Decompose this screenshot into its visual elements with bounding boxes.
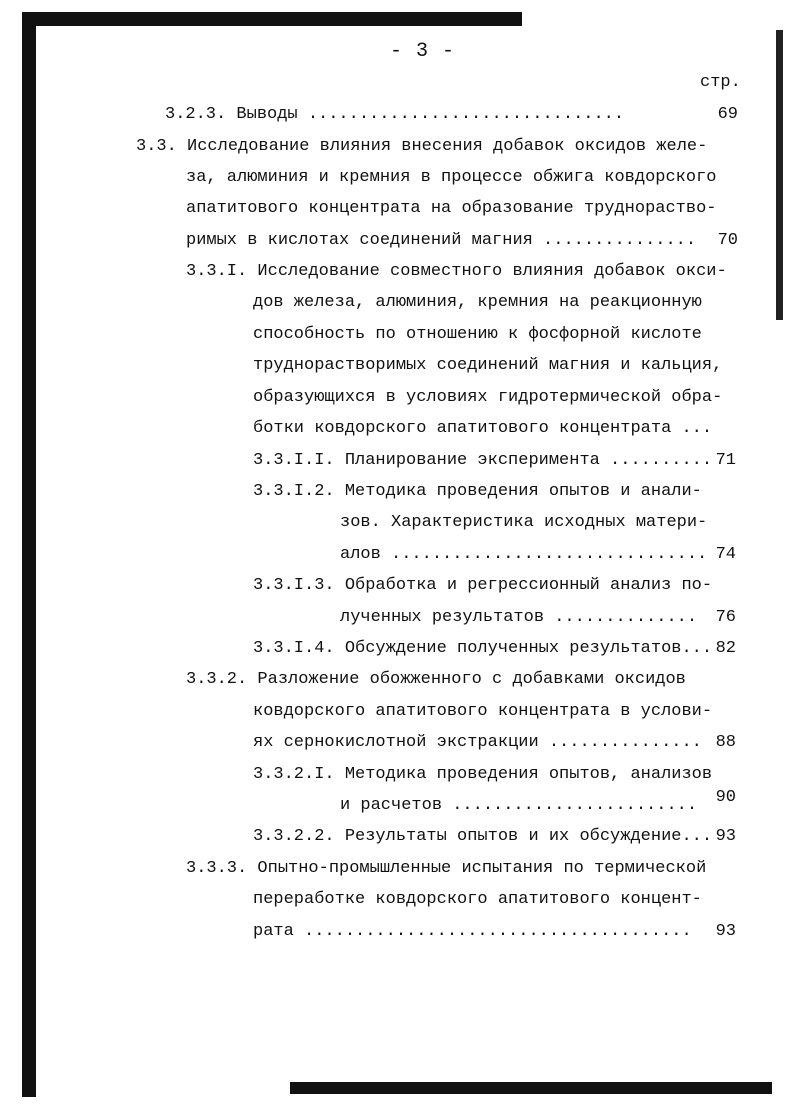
toc-line: римых в кислотах соединений магния ............... xyxy=(186,231,697,250)
toc-line: 3.3.I. Исследование совместного влияния добавок окси- xyxy=(186,262,727,281)
scan-border-top xyxy=(22,12,522,26)
toc-line: 3.3.2. Разложение обожженного с добавками оксидов xyxy=(186,670,686,689)
toc-line: 3.3. Исследование влияния внесения добавок оксидов желе- xyxy=(136,137,708,156)
toc-line: лученных результатов .............. xyxy=(340,608,698,627)
toc-line: алов ............................... xyxy=(340,545,708,564)
toc-line: и расчетов ........................ xyxy=(340,796,698,815)
toc-page: 69 xyxy=(717,105,738,124)
toc-line: 3.3.2.2. Результаты опытов и их обсуждение... xyxy=(253,827,713,846)
toc-line: 3.3.I.2. Методика проведения опытов и анали- xyxy=(253,482,702,501)
scan-border-left xyxy=(22,12,36,1097)
scan-border-bottom xyxy=(290,1082,772,1094)
toc-page: 93 xyxy=(715,922,736,941)
page-number: - 3 - xyxy=(390,40,456,63)
page-column-header: стр. xyxy=(700,73,741,92)
toc-line: ях сернокислотной экстракции ............... xyxy=(253,733,702,752)
toc-line: ботки ковдорского апатитового концентрата ... xyxy=(253,419,713,438)
toc-page: 88 xyxy=(715,733,736,752)
toc-line: зов. Характеристика исходных матери- xyxy=(340,513,708,532)
toc-line: дов железа, алюминия, кремния на реакционную xyxy=(253,293,702,312)
toc-line: переработке ковдорского апатитового концент- xyxy=(253,890,702,909)
toc-line: 3.3.I.4. Обсуждение полученных результатов... xyxy=(253,639,713,658)
toc-line: 3.2.3. Выводы ............................... xyxy=(165,105,625,124)
toc-line: 3.3.3. Опытно-промышленные испытания по термической xyxy=(186,859,707,878)
toc-line: ковдорского апатитового концентрата в услови- xyxy=(253,702,713,721)
toc-line: 3.3.I.I. Планирование эксперимента .......... xyxy=(253,451,713,470)
toc-page: 76 xyxy=(715,608,736,627)
toc-line: за, алюминия и кремния в процессе обжига ковдорского xyxy=(186,168,717,187)
scan-edge-right xyxy=(776,30,783,320)
toc-page: 90 xyxy=(715,788,736,807)
toc-line: способность по отношению к фосфорной кислоте xyxy=(253,325,702,344)
toc-page: 71 xyxy=(715,451,736,470)
toc-page: 74 xyxy=(715,545,736,564)
toc-line: апатитового концентрата на образование труднораство- xyxy=(186,199,717,218)
toc-page: 93 xyxy=(715,827,736,846)
toc-page: 82 xyxy=(715,639,736,658)
toc-page: 70 xyxy=(717,231,738,250)
toc-line: 3.3.2.I. Методика проведения опытов, анализов xyxy=(253,765,713,784)
toc-line: труднорастворимых соединений магния и кальция, xyxy=(253,356,723,375)
toc-line: 3.3.I.3. Обработка и регрессионный анализ по- xyxy=(253,576,713,595)
toc-line: рата ...................................... xyxy=(253,922,692,941)
toc-line: образующихся в условиях гидротермической обра- xyxy=(253,388,723,407)
